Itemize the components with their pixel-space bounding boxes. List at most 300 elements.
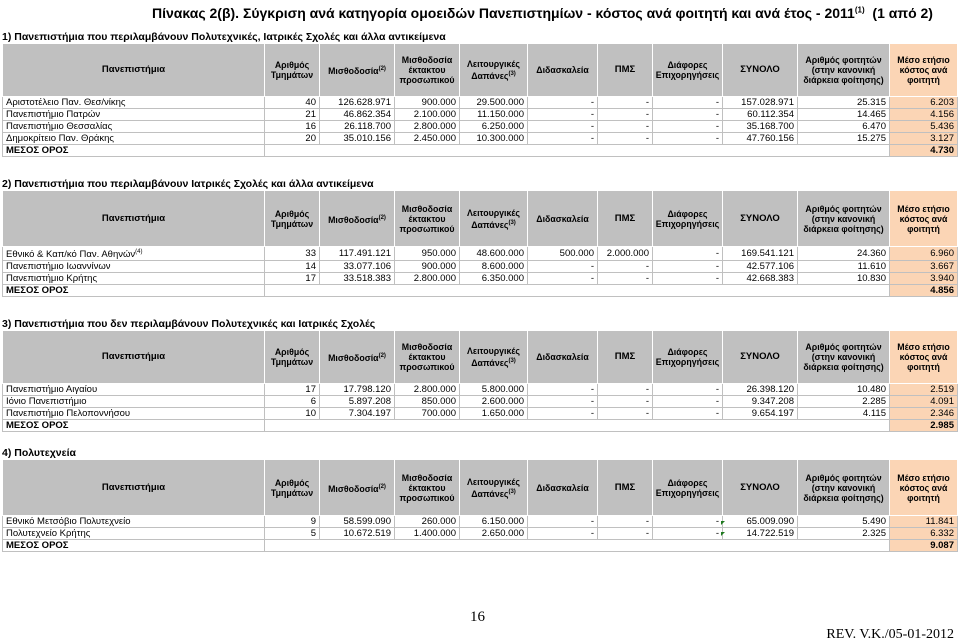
col-university-header <box>3 460 265 516</box>
cell-total <box>723 384 798 396</box>
average-value: 2.985 <box>890 420 958 432</box>
cell-departments <box>265 109 320 121</box>
cell-value: - <box>590 97 594 108</box>
cell-value: 6.960 <box>930 248 954 260</box>
cell-value: 26.118.700 <box>344 121 391 132</box>
cell-value: 9.654.197 <box>751 408 794 419</box>
col-temp-staff-header <box>395 331 460 384</box>
header-label: Μέσο ετήσιο κόστος ανά φοιτητή <box>897 342 950 372</box>
cell-value: 3.667 <box>930 261 954 273</box>
cell-value: - <box>715 121 719 132</box>
page-title <box>152 5 933 21</box>
col-avg-cost-header <box>890 460 958 516</box>
cell-departments <box>265 516 320 528</box>
title-suffix: (1 από 2) <box>872 5 933 21</box>
cell-university <box>3 109 265 121</box>
cell-value: - <box>715 97 719 108</box>
col-students-header <box>798 44 890 97</box>
cell-avg-cost <box>890 273 958 285</box>
table-row <box>3 261 958 273</box>
cell-value: Αριστοτέλειο Παν. Θεσ/νίκης <box>6 97 126 108</box>
col-total-header <box>723 191 798 247</box>
header-row <box>3 44 958 97</box>
cell-value: 48.600.000 <box>476 248 524 260</box>
cell-tutoring <box>528 133 598 145</box>
header-row <box>3 331 958 384</box>
cell-value: Πανεπιστήμιο Κρήτης <box>6 273 98 285</box>
header-label: Πανεπιστήμια <box>101 64 166 75</box>
cell-value: 157.028.971 <box>741 97 794 108</box>
cell-operating <box>460 133 528 145</box>
cell-value: Εθνικό Μετσόβιο Πολυτεχνείο <box>6 516 131 527</box>
average-value: 4.856 <box>890 285 958 297</box>
col-total-header <box>723 460 798 516</box>
col-avg-cost-header <box>890 44 958 97</box>
col-temp-staff-header <box>395 191 460 247</box>
cell-value: 42.577.106 <box>746 261 794 273</box>
cell-value: 11.610 <box>857 261 886 273</box>
cell-subsidies <box>653 133 723 145</box>
cell-departments <box>265 396 320 408</box>
header-footnote: (2) <box>378 353 386 360</box>
cell-departments <box>265 247 320 261</box>
col-operating-header <box>460 460 528 516</box>
cell-pms <box>598 247 653 261</box>
cell-tutoring <box>528 384 598 396</box>
cell-value: - <box>645 273 649 285</box>
cell-pms <box>598 528 653 540</box>
cell-total <box>723 273 798 285</box>
header-label: ΠΜΣ <box>614 351 636 362</box>
cell-value: 700.000 <box>421 408 456 419</box>
col-university-header <box>3 331 265 384</box>
cell-value: 10.480 <box>856 384 886 395</box>
cell-value: 10 <box>305 408 316 419</box>
col-salaries-header <box>320 191 395 247</box>
col-pms-header <box>598 460 653 516</box>
section-title: 3) Πανεπιστήμια που δεν περιλαμβάνουν Πολυτεχνικές και Ιατρικές Σχολές <box>2 318 376 330</box>
header-label: Μισθοδοσία έκτακτου προσωπικού <box>399 203 455 234</box>
header-label: ΣΥΝΟΛΟ <box>740 64 780 75</box>
cell-value: 16 <box>305 121 316 132</box>
average-label: ΜΕΣΟΣ ΟΡΟΣ <box>3 145 265 157</box>
header-label: Αριθμός Τμημάτων <box>270 208 314 229</box>
cell-university <box>3 384 265 396</box>
table-row <box>3 528 958 540</box>
cell-students <box>798 273 890 285</box>
header-label: Πανεπιστήμια <box>101 351 166 362</box>
cell-value: 2.650.000 <box>481 528 524 539</box>
cell-university <box>3 396 265 408</box>
cell-value: - <box>590 516 594 527</box>
cell-value: 60.112.354 <box>747 109 794 120</box>
cell-subsidies <box>653 247 723 261</box>
col-students-header <box>798 460 890 516</box>
cell-value: Πανεπιστήμιο Θεσσαλίας <box>6 121 113 132</box>
col-operating-header <box>460 44 528 97</box>
header-label: Αριθμός φοιτητών (στην κανονική διάρκεια φοίτησης) <box>803 342 884 372</box>
table-row <box>3 133 958 145</box>
section-title: 4) Πολυτεχνεία <box>2 447 76 459</box>
cell-tutoring <box>528 247 598 261</box>
cell-value: - <box>645 528 649 539</box>
header-label: Μισθοδοσία έκτακτου προσωπικού <box>399 55 455 85</box>
cell-value: - <box>590 384 594 395</box>
cell-value: 21 <box>305 109 316 120</box>
cell-comment-marker <box>721 521 725 525</box>
cell-value: Πανεπιστήμιο Αιγαίου <box>6 384 98 395</box>
cell-value: - <box>715 396 719 407</box>
cell-pms <box>598 396 653 408</box>
cell-total <box>723 396 798 408</box>
cell-tutoring <box>528 109 598 121</box>
header-label: Διάφορες Επιχορηγήσεις <box>655 60 720 80</box>
col-departments-header <box>265 331 320 384</box>
cell-value: 9.347.208 <box>751 396 794 407</box>
cell-comment-marker <box>721 532 725 536</box>
cell-value: 2.325 <box>862 528 886 539</box>
cell-students <box>798 261 890 273</box>
header-label: Μισθοδοσία <box>328 352 379 363</box>
header-label: ΣΥΝΟΛΟ <box>740 481 780 493</box>
cell-value: 1.650.000 <box>481 408 524 419</box>
cell-value: 126.628.971 <box>338 97 391 108</box>
col-pms-header <box>598 44 653 97</box>
header-label: Διάφορες Επιχορηγήσεις <box>655 477 720 498</box>
col-students-header <box>798 331 890 384</box>
cell-value: 2.800.000 <box>413 121 456 132</box>
cell-value: 2.100.000 <box>413 109 456 120</box>
cell-students <box>798 516 890 528</box>
cell-tutoring <box>528 408 598 420</box>
cell-value: 7.304.197 <box>348 408 391 419</box>
cell-salaries <box>320 396 395 408</box>
average-label: ΜΕΣΟΣ ΟΡΟΣ <box>3 285 265 297</box>
cell-value: 33.518.383 <box>343 273 391 285</box>
cell-subsidies <box>653 408 723 420</box>
cell-tutoring <box>528 121 598 133</box>
cell-value: - <box>645 121 649 132</box>
cell-value: 15.275 <box>856 133 886 144</box>
cell-value: 40 <box>305 97 316 108</box>
cell-value: 9 <box>310 516 316 527</box>
cell-value: 6.332 <box>930 528 954 539</box>
cell-value: 35.010.156 <box>343 133 391 144</box>
average-label: ΜΕΣΟΣ ΟΡΟΣ <box>3 540 265 552</box>
cell-temp-staff <box>395 396 460 408</box>
cell-value: - <box>590 408 594 419</box>
average-value: 9.087 <box>890 540 958 552</box>
cell-value: 8.600.000 <box>481 261 524 273</box>
cell-value: 3.940 <box>930 273 954 285</box>
data-table <box>2 43 958 157</box>
cell-students <box>798 408 890 420</box>
average-row <box>3 145 958 157</box>
table-row <box>3 273 958 285</box>
cell-value: 35.168.700 <box>746 121 794 132</box>
header-label: Διδασκαλεία <box>536 213 589 224</box>
cell-value: 117.491.121 <box>338 248 391 260</box>
cell-value: 46.862.354 <box>343 109 391 120</box>
cell-departments <box>265 97 320 109</box>
cell-value: 14.465 <box>856 109 886 120</box>
cell-university <box>3 97 265 109</box>
cell-subsidies <box>653 384 723 396</box>
cell-value: 4.156 <box>930 109 954 120</box>
cell-value: 500.000 <box>559 248 594 260</box>
cell-avg-cost <box>890 109 958 121</box>
cell-value: - <box>645 261 649 273</box>
header-footnote: (2) <box>378 66 386 73</box>
cell-pms <box>598 273 653 285</box>
header-label: ΠΜΣ <box>614 212 636 224</box>
cell-university <box>3 273 265 285</box>
cell-value: 5.490 <box>862 516 886 527</box>
cell-pms <box>598 109 653 121</box>
cell-departments <box>265 384 320 396</box>
cell-total <box>723 516 798 528</box>
cell-value: 33 <box>305 248 316 260</box>
cell-subsidies <box>653 109 723 121</box>
header-footnote: (3) <box>508 71 516 78</box>
table-section <box>2 178 957 297</box>
cell-value: 17 <box>305 273 316 285</box>
cell-pms <box>598 133 653 145</box>
cell-value: - <box>590 261 594 273</box>
col-pms-header <box>598 191 653 247</box>
cell-pms <box>598 384 653 396</box>
header-label: Μισθοδοσία έκτακτου προσωπικού <box>399 472 455 503</box>
cell-salaries <box>320 109 395 121</box>
col-tutoring-header <box>528 460 598 516</box>
cell-value: Εθνικό & Καπ/κό Παν. Αθηνών <box>6 249 136 261</box>
cell-departments <box>265 261 320 273</box>
cell-value: - <box>590 133 594 144</box>
header-label: Λειτουργικές Δαπάνες <box>467 476 520 499</box>
average-empty <box>265 145 890 157</box>
cell-value: 6.350.000 <box>481 273 524 285</box>
cell-value: - <box>645 408 649 419</box>
cell-value: 2.800.000 <box>413 384 456 395</box>
table-row <box>3 408 958 420</box>
cell-students <box>798 109 890 121</box>
cell-students <box>798 528 890 540</box>
cell-value: 2.000.000 <box>606 248 649 260</box>
cell-tutoring <box>528 396 598 408</box>
data-table <box>2 190 958 297</box>
cell-avg-cost <box>890 97 958 109</box>
cell-university <box>3 528 265 540</box>
cell-university <box>3 247 265 261</box>
cell-value: 2.346 <box>930 408 954 419</box>
cell-salaries <box>320 384 395 396</box>
cell-operating <box>460 261 528 273</box>
cell-subsidies <box>653 261 723 273</box>
cell-subsidies <box>653 528 723 540</box>
cell-operating <box>460 384 528 396</box>
table-section <box>2 447 957 552</box>
header-label: Πανεπιστήμια <box>101 212 166 224</box>
cell-salaries <box>320 261 395 273</box>
header-label: Αριθμός Τμημάτων <box>270 477 314 498</box>
header-label: Διάφορες Επιχορηγήσεις <box>655 208 720 229</box>
cell-temp-staff <box>395 109 460 121</box>
header-label: Λειτουργικές Δαπάνες <box>467 346 520 368</box>
cell-operating <box>460 396 528 408</box>
cell-temp-staff <box>395 261 460 273</box>
cell-total <box>723 97 798 109</box>
cell-value: 5.436 <box>930 121 954 132</box>
cell-value: Πανεπιστήμιο Ιωαννίνων <box>6 261 111 273</box>
cell-value: 17.798.120 <box>343 384 391 395</box>
cell-subsidies <box>653 273 723 285</box>
col-pms-header <box>598 331 653 384</box>
cell-avg-cost <box>890 247 958 261</box>
cell-university <box>3 261 265 273</box>
cell-total <box>723 528 798 540</box>
cell-value: 6.470 <box>862 121 886 132</box>
average-row <box>3 285 958 297</box>
cell-value: 14 <box>305 261 316 273</box>
cell-tutoring <box>528 528 598 540</box>
header-label: Μέσο ετήσιο κόστος ανά φοιτητή <box>897 203 950 234</box>
cell-value: 260.000 <box>421 516 456 527</box>
cell-value: 29.500.000 <box>476 97 524 108</box>
cell-university <box>3 408 265 420</box>
cell-temp-staff <box>395 408 460 420</box>
cell-value: 2.800.000 <box>413 273 456 285</box>
col-subsidies-header <box>653 331 723 384</box>
cell-salaries <box>320 121 395 133</box>
cell-departments <box>265 273 320 285</box>
cell-value: 5.800.000 <box>481 384 524 395</box>
header-label: Μισθοδοσία <box>328 214 379 225</box>
cell-value: - <box>715 528 719 539</box>
cell-operating <box>460 247 528 261</box>
cell-salaries <box>320 516 395 528</box>
cell-value: Πολυτεχνείο Κρήτης <box>6 528 91 539</box>
header-label: Μέσο ετήσιο κόστος ανά φοιτητή <box>897 55 950 85</box>
cell-value: - <box>715 248 719 260</box>
cell-value: - <box>645 109 649 120</box>
header-label: ΣΥΝΟΛΟ <box>740 212 780 224</box>
cell-value: 10.830 <box>856 273 886 285</box>
cell-value: 33.077.106 <box>343 261 391 273</box>
cell-value: 24.360 <box>856 248 886 260</box>
header-label: ΣΥΝΟΛΟ <box>740 351 780 362</box>
header-label: Λειτουργικές Δαπάνες <box>467 59 520 81</box>
cell-temp-staff <box>395 516 460 528</box>
cell-value: 6 <box>310 396 316 407</box>
cell-value: - <box>590 528 594 539</box>
cell-value: - <box>645 133 649 144</box>
header-row <box>3 191 958 247</box>
cell-value: - <box>715 133 719 144</box>
cell-departments <box>265 408 320 420</box>
name-footnote: (4) <box>135 249 143 255</box>
cell-salaries <box>320 247 395 261</box>
cell-operating <box>460 516 528 528</box>
cell-departments <box>265 121 320 133</box>
cell-value: - <box>715 109 719 120</box>
cell-pms <box>598 516 653 528</box>
cell-operating <box>460 528 528 540</box>
cell-tutoring <box>528 97 598 109</box>
cell-value: - <box>715 384 719 395</box>
cell-total <box>723 121 798 133</box>
header-label: ΠΜΣ <box>614 64 636 75</box>
header-label: Μέσο ετήσιο κόστος ανά φοιτητή <box>897 472 950 503</box>
cell-value: - <box>645 516 649 527</box>
cell-value: 950.000 <box>421 248 456 260</box>
col-salaries-header <box>320 460 395 516</box>
header-label: Διδασκαλεία <box>536 482 589 493</box>
col-operating-header <box>460 191 528 247</box>
cell-avg-cost <box>890 396 958 408</box>
col-tutoring-header <box>528 44 598 97</box>
cell-value: 850.000 <box>421 396 456 407</box>
cell-value: - <box>715 273 719 285</box>
section-title: 1) Πανεπιστήμια που περιλαμβάνουν Πολυτεχνικές, Ιατρικές Σχολές και άλλα αντικείμενα <box>2 31 446 43</box>
title-text: Πίνακας 2(β). Σύγκριση ανά κατηγορία ομοειδών Πανεπιστημίων - κόστος ανά φοιτητή και ανά έτος - 2011 <box>152 5 855 21</box>
cell-avg-cost <box>890 121 958 133</box>
cell-value: 6.203 <box>930 97 954 108</box>
cell-avg-cost <box>890 516 958 528</box>
header-footnote: (2) <box>378 214 386 221</box>
cell-pms <box>598 408 653 420</box>
header-label: ΠΜΣ <box>614 481 636 493</box>
header-label: Αριθμός φοιτητών (στην κανονική διάρκεια φοίτησης) <box>803 203 884 234</box>
col-departments-header <box>265 191 320 247</box>
cell-value: 17 <box>305 384 316 395</box>
header-label: Αριθμός φοιτητών (στην κανονική διάρκεια φοίτησης) <box>803 55 884 85</box>
header-label: Διδασκαλεία <box>536 352 589 362</box>
col-temp-staff-header <box>395 44 460 97</box>
cell-university <box>3 516 265 528</box>
cell-students <box>798 396 890 408</box>
table-row <box>3 396 958 408</box>
cell-subsidies <box>653 396 723 408</box>
cell-total <box>723 261 798 273</box>
cell-value: - <box>645 97 649 108</box>
cell-salaries <box>320 133 395 145</box>
section-title: 2) Πανεπιστήμια που περιλαμβάνουν Ιατρικές Σχολές και άλλα αντικείμενα <box>2 178 374 190</box>
header-label: Αριθμός Τμημάτων <box>270 60 314 80</box>
col-departments-header <box>265 460 320 516</box>
cell-value: 5 <box>310 528 316 539</box>
table-row <box>3 516 958 528</box>
table-row <box>3 109 958 121</box>
cell-value: 10.672.519 <box>343 528 391 539</box>
cell-value: 20 <box>305 133 316 144</box>
header-footnote: (3) <box>508 488 516 495</box>
data-table <box>2 459 958 552</box>
col-university-header <box>3 191 265 247</box>
cell-temp-staff <box>395 97 460 109</box>
cell-avg-cost <box>890 408 958 420</box>
cell-total <box>723 247 798 261</box>
cell-salaries <box>320 408 395 420</box>
average-row <box>3 420 958 432</box>
header-label: Μισθοδοσία <box>328 65 379 76</box>
table-row <box>3 121 958 133</box>
cell-total <box>723 109 798 121</box>
cell-value: 47.760.156 <box>746 133 794 144</box>
page-number: 16 <box>470 609 485 625</box>
cell-temp-staff <box>395 121 460 133</box>
cell-tutoring <box>528 516 598 528</box>
header-label: Αριθμός φοιτητών (στην κανονική διάρκεια φοίτησης) <box>803 472 884 503</box>
